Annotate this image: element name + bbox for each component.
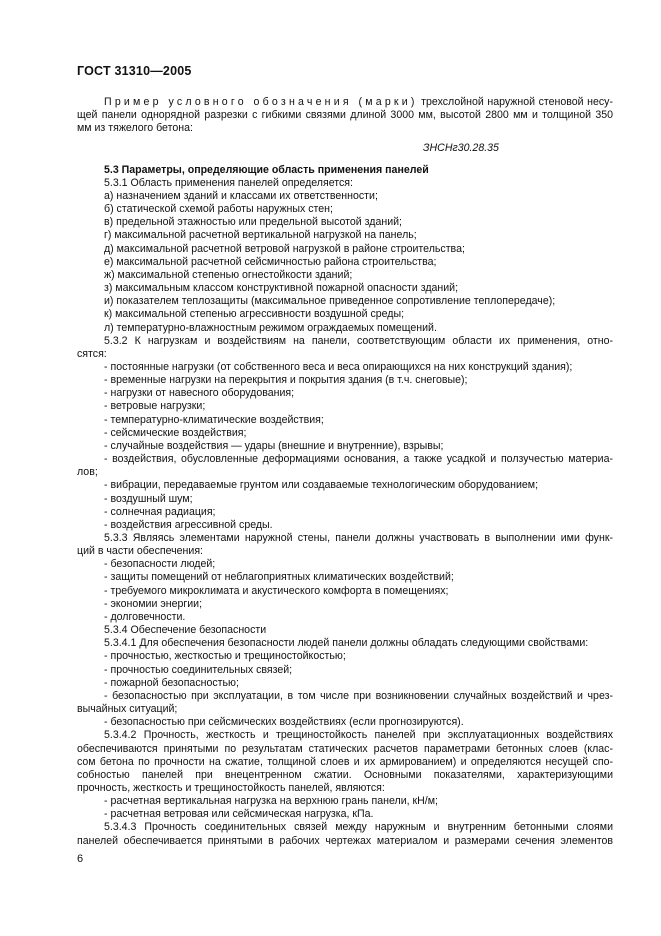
list-item: ж) максимальной степенью огнестойкости зданий; — [104, 268, 353, 281]
document-header: ГОСТ 31310—2005 — [77, 64, 192, 78]
text-line: сятся: — [77, 347, 107, 360]
list-item: б) статической схемой работы наружных стен; — [104, 203, 333, 216]
page-body — [77, 96, 613, 848]
list-item: - долговечности. — [104, 610, 186, 623]
text-line: вычайных ситуаций; — [77, 703, 178, 716]
text-line: мм из тяжелого бетона: — [77, 122, 193, 135]
text-line: сом бетона по прочности на сжатие, толщиной слоев и их армированием) и определяются несущей спо- — [77, 755, 613, 768]
list-item: - временные нагрузки на перекрытия и покрытия здания (в т.ч. снеговые); — [104, 374, 468, 387]
list-item: з) максимальным классом конструктивной пожарной опасности зданий; — [104, 282, 459, 295]
example-label: Пример условного обозначения (марки) — [104, 96, 418, 108]
text-line: собностью панелей при внецентренном сжатии. Основными показателями, характеризующими — [77, 768, 613, 781]
list-item: и) показателем теплозащиты (максимальное приведенное сопротивление теплопередаче); — [104, 295, 556, 308]
list-item: - прочностью, жесткостью и трещиностойкостью; — [104, 650, 346, 663]
example-intro-line: Пример условного обозначения (марки) трехслойной наружной стеновой несу- — [104, 96, 613, 108]
list-item: д) максимальной расчетной ветровой нагрузкой в районе строительства; — [104, 242, 465, 255]
list-item: - безопасностью при сейсмических воздействиях (если прогнозируются). — [104, 716, 464, 729]
list-item: - солнечная радиация; — [104, 505, 216, 518]
list-item: к) максимальной степенью агрессивности воздушной среды; — [104, 308, 405, 321]
list-item: - безопасностью при эксплуатации, в том числе при возникновении случайных воздействий и чрез- — [104, 689, 613, 702]
clause-5-3-1: 5.3.1 Область применения панелей определяется: — [104, 176, 353, 189]
clause-5-3-4-2: 5.3.4.2 Прочность, жесткость и трещиностойкость панелей при эксплуатационных воздействиях — [104, 729, 613, 742]
list-item: г) максимальной расчетной вертикальной нагрузкой на панель; — [104, 229, 417, 242]
list-item: - безопасности людей; — [104, 558, 216, 571]
list-item: - защиты помещений от неблагоприятных климатических воздействий; — [104, 571, 454, 584]
list-item: - расчетная вертикальная нагрузка на верхнюю грань панели, кН/м; — [104, 795, 438, 808]
list-item: - вибрации, передаваемые грунтом или создаваемые технологическим оборудованием; — [104, 479, 539, 492]
list-item: - сейсмические воздействия; — [104, 426, 247, 439]
list-item: - нагрузки от навесного оборудования; — [104, 387, 295, 400]
text-line: обеспечиваются принятыми по результатам статических расчетов параметрами бетонных слоев (клас- — [77, 742, 613, 755]
list-item: - прочностью соединительных связей; — [104, 663, 293, 676]
clause-5-3-2: 5.3.2 К нагрузкам и воздействиям на панели, соответствующим области их применения, отно- — [104, 334, 613, 347]
list-item: - пожарной безопасностью; — [104, 676, 239, 689]
text-line: ций в части обеспечения: — [77, 545, 204, 558]
list-item: - температурно-климатические воздействия; — [104, 413, 324, 426]
text-line: прочность, жесткость и трещиностойкость панелей, являются: — [77, 781, 385, 794]
list-item: е) максимальной расчетной сейсмичностью района строительства; — [104, 255, 437, 268]
list-item: - ветровые нагрузки; — [104, 400, 206, 413]
panel-mark: ЗНСНг30.28.35 — [423, 142, 499, 155]
clause-5-3-3: 5.3.3 Являясь элементами наружной стены, панели должны участвовать в выполнении ими функ- — [104, 532, 613, 544]
clause-5-3-4-3: 5.3.4.3 Прочность соединительных связей между наружным и внутренним бетонными слоями — [104, 821, 613, 834]
list-item: - случайные воздействия — удары (внешние и внутренние), взрывы; — [104, 439, 444, 452]
list-item: - расчетная ветровая или сейсмическая нагрузка, кПа. — [104, 808, 374, 821]
text-line: щей панели однорядной разрезки с гибкими связями длиной 3000 мм, высотой 2800 мм и толщиной 350 — [77, 109, 613, 122]
list-item: - требуемого микроклимата и акустического комфорта в помещениях; — [104, 584, 449, 597]
page-number: 6 — [77, 853, 84, 865]
list-item: в) предельной этажностью или предельной высотой зданий; — [104, 216, 402, 229]
list-item: - воздействия, обусловленные деформациями основания, а также усадкой и ползучестью материа- — [104, 453, 613, 466]
section-heading: 5.3 Параметры, определяющие область применения панелей — [104, 163, 429, 176]
text-line: панелей обеспечивается принятыми в рабочих чертежах материалом и размерами сечения элементов — [77, 834, 613, 847]
clause-5-3-4-1: 5.3.4.1 Для обеспечения безопасности людей панели должны обладать следующими свойствами: — [104, 637, 589, 650]
list-item: - воздушный шум; — [104, 492, 193, 505]
list-item: - постоянные нагрузки (от собственного веса и веса опирающихся на них конструкций здания); — [104, 360, 573, 373]
list-item: - экономии энергии; — [104, 597, 203, 610]
clause-5-3-4: 5.3.4 Обеспечение безопасности — [104, 624, 267, 637]
list-item: л) температурно-влажностным режимом ограждаемых помещений. — [104, 321, 437, 334]
list-item: - воздействия агрессивной среды. — [104, 518, 273, 531]
list-item: а) назначением зданий и классами их ответственности; — [104, 189, 378, 202]
text-line: лов; — [77, 466, 98, 479]
